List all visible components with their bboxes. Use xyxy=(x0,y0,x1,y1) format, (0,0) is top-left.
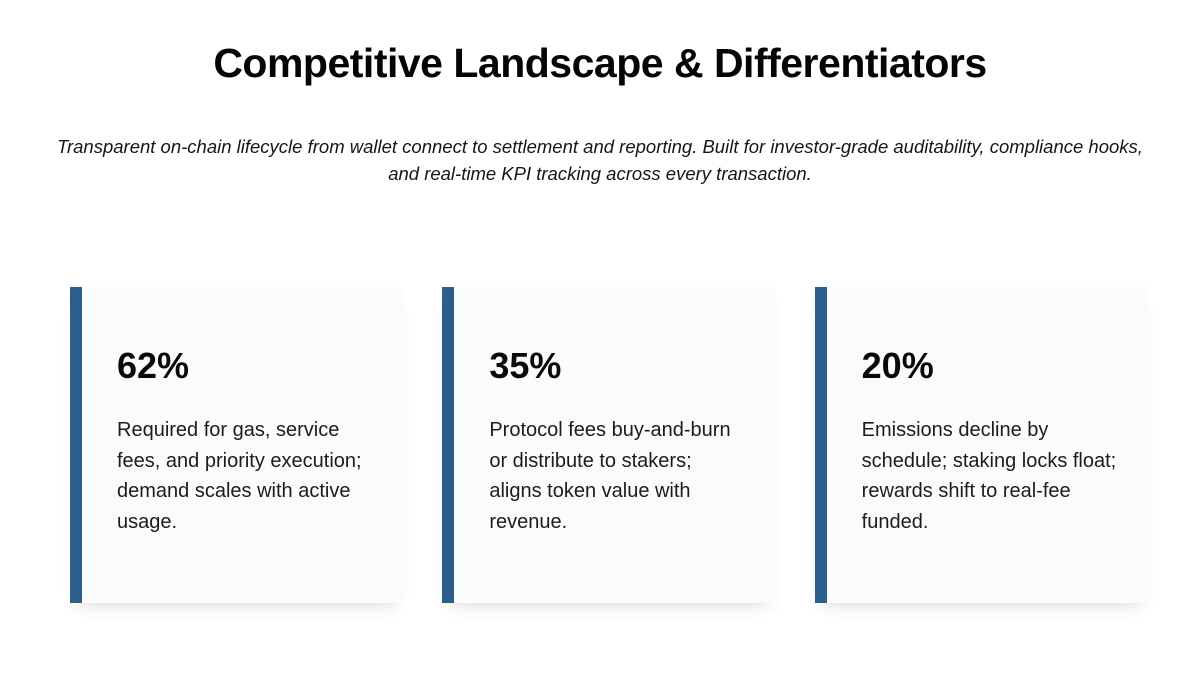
slide xyxy=(0,40,1200,675)
stat-value: 62% xyxy=(117,345,190,386)
stat-cards-row xyxy=(70,287,1148,603)
stat-card-emissions xyxy=(815,287,1148,603)
page-title: Competitive Landscape & Differentiators xyxy=(213,40,987,86)
stat-value: 35% xyxy=(489,345,562,386)
stat-value: 20% xyxy=(861,345,934,386)
stat-card-demand xyxy=(70,287,403,603)
page-subtitle: Transparent on-chain lifecycle from wallet connect to settlement and reporting. Built for investor-grade auditability, compliance hooks, and real-time KPI tracking across every transaction. xyxy=(57,136,1143,184)
stat-card-protocol-fees xyxy=(442,287,775,603)
stat-description: Required for gas, service fees, and priority execution; demand scales with active usage. xyxy=(117,419,362,533)
stat-description: Protocol fees buy-and-burn or distribute to stakers; aligns token value with revenue. xyxy=(489,419,731,533)
stat-description: Emissions decline by schedule; staking locks float; rewards shift to real-fee funded. xyxy=(861,419,1117,533)
